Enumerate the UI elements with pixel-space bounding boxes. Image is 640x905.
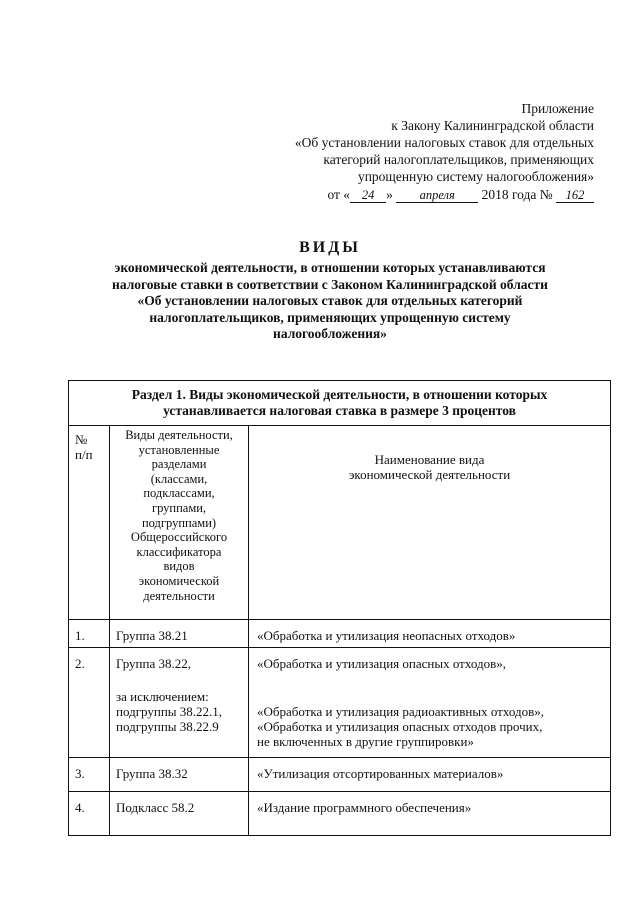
row-num: 1. xyxy=(69,620,110,648)
row-code xyxy=(110,648,249,758)
row-code-line: Подкласс 58.2 xyxy=(116,800,195,815)
date-day: 24 xyxy=(350,188,386,203)
header-okved-line: разделами xyxy=(151,457,207,472)
header-okved-line: подгруппами) xyxy=(141,515,217,530)
title-line: «Об установлении налоговых ставок для отдельных категорий xyxy=(137,293,523,308)
header-okved-line: Виды деятельности, xyxy=(125,428,233,442)
spacer xyxy=(257,689,606,704)
law-number: 162 xyxy=(556,188,594,203)
title-line: налогообложения» xyxy=(273,326,387,341)
date-prefix: от « xyxy=(327,187,351,202)
row-desc-line: «Обработка и утилизация опасных отходов прочих, xyxy=(257,719,543,734)
row-desc-line: «Обработка и утилизация радиоактивных отходов», xyxy=(257,704,544,719)
header-row xyxy=(69,426,611,620)
title-line: экономической деятельности, в отношении которых устанавливаются xyxy=(114,260,546,275)
spacer xyxy=(116,671,244,689)
header-name-line: Наименование вида xyxy=(374,452,485,467)
row-code-line: подгруппы 38.22.9 xyxy=(116,719,219,734)
row-code-line: Группа 38.22, xyxy=(116,656,191,671)
appendix-line: категорий налогоплательщиков, применяющих xyxy=(323,152,594,167)
header-okved-line: деятельности xyxy=(143,588,215,603)
header-okved xyxy=(110,426,249,620)
row-num: 2. xyxy=(69,648,110,758)
row-code-line: подгруппы 38.22.1, xyxy=(116,704,223,719)
title-line: налогоплательщиков, применяющих упрощенную систему xyxy=(149,309,511,325)
header-okved-line: Общероссийского xyxy=(130,530,228,545)
appendix-line: упрощенную систему налогообложения» xyxy=(357,169,594,184)
header-name-line: экономической деятельности xyxy=(348,467,511,482)
header-okved-line: группами, xyxy=(151,500,207,515)
row-code-line: Группа 38.21 xyxy=(116,628,188,643)
document-title xyxy=(60,238,600,343)
appendix-line: Приложение xyxy=(521,101,594,116)
section-title-line: Раздел 1. Виды экономической деятельности, в отношении которых xyxy=(131,387,548,402)
activities-table xyxy=(68,380,611,836)
spacer xyxy=(257,671,606,689)
section-title xyxy=(69,381,611,426)
title-heading: ВИДЫ xyxy=(299,239,361,256)
row-code-line: за исключением: xyxy=(116,689,209,704)
row-desc xyxy=(249,758,611,792)
table-row xyxy=(69,648,611,758)
date-month: апреля xyxy=(396,188,478,203)
row-desc-line: «Издание программного обеспечения» xyxy=(257,800,472,815)
row-code xyxy=(110,758,249,792)
section-row xyxy=(69,381,611,426)
row-desc-line: «Обработка и утилизация неопасных отходов» xyxy=(257,628,516,643)
header-okved-line: подклассами, xyxy=(143,486,215,501)
row-code xyxy=(110,792,249,836)
row-desc xyxy=(249,620,611,648)
appendix-line: «Об установлении налоговых ставок для отдельных xyxy=(294,135,594,150)
table-row xyxy=(69,758,611,792)
row-desc xyxy=(249,648,611,758)
header-name xyxy=(249,426,611,620)
table-row xyxy=(69,620,611,648)
date-year: 2018 года № xyxy=(481,187,553,202)
header-okved-line: классификатора xyxy=(136,544,222,559)
row-desc-line: не включенных в другие группировки» xyxy=(257,734,474,749)
date-mid: » xyxy=(386,187,393,202)
table-row xyxy=(69,792,611,836)
title-line: налоговые ставки в соответствии с Законом Калининградской области xyxy=(112,276,548,292)
header-okved-line: установленные xyxy=(138,442,220,457)
header-num-line: № xyxy=(75,432,88,447)
header-okved-line: экономической xyxy=(138,573,220,588)
row-desc xyxy=(249,792,611,836)
row-num: 3. xyxy=(69,758,110,792)
row-desc-line: «Утилизация отсортированных материалов» xyxy=(257,766,504,781)
row-desc-line: «Обработка и утилизация опасных отходов», xyxy=(257,656,506,671)
appendix-block xyxy=(174,100,594,203)
header-okved-line: (классами, xyxy=(150,471,208,486)
section-title-line: устанавливается налоговая ставка в размере 3 процентов xyxy=(163,403,516,418)
date-line xyxy=(174,186,594,203)
row-code xyxy=(110,620,249,648)
header-num xyxy=(69,426,110,620)
appendix-line: к Закону Калининградской области xyxy=(391,118,594,133)
row-num: 4. xyxy=(69,792,110,836)
header-num-line: п/п xyxy=(75,447,93,462)
header-okved-line: видов xyxy=(163,559,195,574)
row-code-line: Группа 38.32 xyxy=(116,766,188,781)
